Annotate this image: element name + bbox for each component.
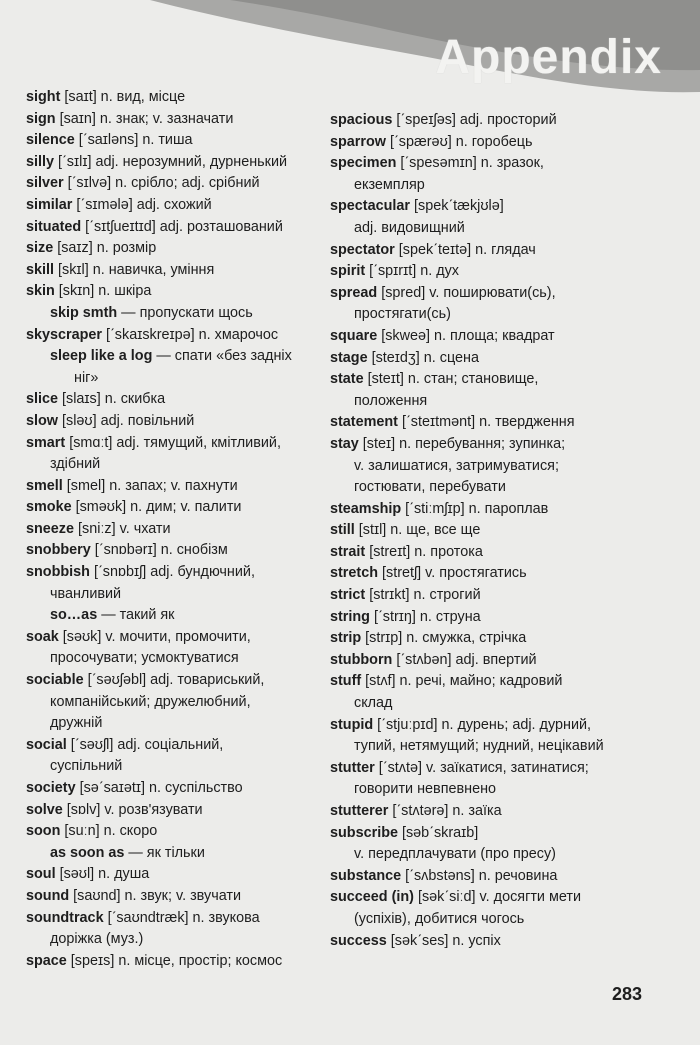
entry-headword: size (26, 240, 54, 257)
entry-headword: so…as (50, 607, 98, 624)
entry-definition: [ˊspɪrɪt] n. дух (365, 263, 459, 280)
entry-definition: [saʊnd] n. звук; v. звучати (69, 887, 242, 904)
entry-headword: spectacular (330, 198, 410, 215)
dictionary-entry (330, 628, 630, 650)
entry-definition: [ˊsəʊʃəbl] adj. товариський, (83, 672, 265, 689)
dictionary-entry (26, 281, 316, 303)
entry-definition: [skɪl] n. навичка, уміння (54, 261, 215, 278)
entry-definition: [ˊstʌtə] v. заїкатися, затинатися; (374, 759, 589, 776)
entry-headword: string (330, 608, 370, 625)
entry-headword: strip (330, 630, 362, 647)
entry-headword: soak (26, 628, 59, 645)
entry-definition: [strɪkt] n. строгий (365, 587, 481, 604)
dictionary-entry (26, 605, 316, 627)
entry-definition: [səkˊsiːd] v. досягти мети (413, 889, 581, 906)
entry-definition: [ˊskaɪskreɪpə] n. хмарочос (102, 326, 279, 343)
entry-definition: [saɪt] n. вид, місце (60, 89, 186, 105)
entry-definition: — як тільки (124, 844, 205, 861)
dictionary-entry (26, 864, 316, 886)
dictionary-entry (330, 434, 630, 499)
entry-definition: [səkˊses] n. успіх (386, 932, 501, 949)
dictionary-entry (330, 348, 630, 370)
dictionary-entry (26, 109, 316, 131)
entry-headword: succeed (in) (330, 889, 414, 906)
dictionary-entry (330, 866, 630, 888)
entry-headword: substance (330, 867, 402, 884)
dictionary-entry (330, 607, 630, 629)
entry-continuation: простягати(сь) (354, 306, 451, 323)
entry-definition: [ˊspærəʊ] n. горобець (385, 133, 533, 150)
dictionary-entry (330, 261, 630, 283)
entry-continuation: дружній (50, 715, 103, 732)
entry-definition: [ˊstrɪŋ] n. струна (369, 608, 481, 625)
left-column (26, 87, 316, 972)
entry-headword: sneeze (26, 520, 74, 537)
entry-continuation: просочувати; усмоктуватися (50, 650, 239, 667)
dictionary-entry (330, 196, 630, 239)
entry-headword: skill (26, 261, 55, 278)
dictionary-entry (330, 326, 630, 348)
entry-headword: silver (26, 175, 64, 192)
entry-headword: situated (26, 218, 82, 235)
dictionary-entry (26, 130, 316, 152)
dictionary-entry (26, 800, 316, 822)
entry-headword: society (26, 780, 76, 796)
dictionary-entry (26, 173, 316, 195)
entry-definition: [ˊsɪlvə] n. срібло; adj. срібний (63, 175, 260, 192)
dictionary-entry (26, 670, 316, 735)
entry-headword: sleep like a log (50, 348, 153, 365)
entry-headword: success (330, 932, 387, 949)
dictionary-entry (26, 476, 316, 498)
dictionary-entry (26, 778, 316, 800)
entry-headword: stubborn (330, 651, 393, 668)
entry-definition: [ˊstiːmʃɪp] n. пароплав (401, 500, 549, 517)
dictionary-entry (330, 283, 630, 326)
entry-definition: [sləʊ] adj. повільний (58, 412, 195, 429)
entry-headword: soundtrack (26, 909, 104, 926)
entry-definition: [suːn] n. скоро (60, 823, 158, 840)
entry-continuation: (успіхів), добитися чогось (354, 910, 525, 927)
entry-definition: [slaɪs] n. скибка (58, 391, 166, 408)
entry-definition: [ˊsəʊʃl] adj. соціальний, (66, 736, 224, 753)
entry-definition: [ˊspeɪʃəs] adj. просторий (392, 112, 557, 128)
entry-headword: strict (330, 587, 366, 604)
dictionary-entry (330, 240, 630, 262)
dictionary-entry (330, 801, 630, 823)
entry-continuation: ніг» (74, 369, 99, 386)
entry-headword: solve (26, 801, 63, 818)
entry-definition: [steɪdʒ] n. сцена (367, 349, 479, 366)
entry-headword: sight (26, 89, 61, 105)
entry-headword: stupid (330, 716, 374, 733)
entry-headword: soul (26, 866, 56, 883)
entry-continuation: v. передплачувати (про пресу) (354, 846, 556, 863)
entry-definition: [smel] n. запах; v. пахнути (62, 477, 238, 494)
dictionary-entry (26, 152, 316, 174)
dictionary-entry (330, 823, 630, 866)
entry-headword: space (26, 952, 67, 969)
entry-definition: [səˊsaɪətɪ] n. суспільство (75, 780, 243, 796)
entry-headword: spread (330, 284, 378, 301)
entry-definition: [ˊspesəmɪn] n. зразок, (396, 155, 544, 172)
dictionary-entry (26, 908, 316, 951)
entry-headword: spirit (330, 263, 366, 280)
entry-continuation: доріжка (муз.) (50, 931, 144, 948)
entry-headword: stay (330, 435, 359, 452)
dictionary-entry (330, 715, 630, 758)
entry-definition: [ˊsʌbstəns] n. речовина (401, 867, 558, 884)
entry-headword: snobbish (26, 564, 90, 581)
entry-definition: [spekˊteɪtə] n. глядач (394, 241, 536, 258)
entry-headword: square (330, 327, 378, 344)
dictionary-entry (26, 886, 316, 908)
right-column (330, 110, 630, 952)
entry-definition: [steɪt] n. стан; становище, (363, 371, 539, 388)
entry-definition: [ˊstʌtərə] n. заїка (388, 803, 502, 819)
dictionary-entry (26, 238, 316, 260)
entry-headword: stretch (330, 565, 378, 582)
appendix-title: Appendix (435, 31, 662, 84)
entry-continuation: adj. видовищний (354, 219, 465, 236)
dictionary-entry (330, 542, 630, 564)
entry-definition: [spekˊtækjʊlə] (410, 198, 504, 215)
entry-headword: sparrow (330, 133, 386, 150)
dictionary-entry (26, 951, 316, 973)
entry-definition: [strɪp] n. смужка, стрічка (361, 630, 527, 647)
entry-headword: similar (26, 196, 73, 213)
entry-definition: [streɪt] n. протока (365, 543, 483, 560)
entry-definition: [skweə] n. площа; квадрат (377, 327, 555, 344)
entry-definition: [səʊk] v. мочити, промочити, (58, 628, 251, 645)
entry-headword: smell (26, 477, 63, 494)
entry-definition: [səʊl] n. душа (55, 866, 150, 883)
entry-definition: [smɑːt] adj. тямущий, кмітливий, (65, 434, 281, 451)
entry-definition: — спати «без задніх (152, 348, 292, 365)
entry-definition: [stɪl] n. ще, все ще (354, 522, 481, 539)
entry-continuation: склад (354, 695, 393, 712)
entry-headword: soon (26, 823, 61, 840)
dictionary-entry (26, 735, 316, 778)
entry-headword: sign (26, 110, 56, 127)
entry-continuation: чванливий (50, 585, 122, 602)
entry-headword: still (330, 522, 355, 539)
dictionary-entry (26, 260, 316, 282)
entry-definition: [ˊsaʊndtræk] n. звукова (103, 909, 260, 926)
dictionary-entry (330, 563, 630, 585)
dictionary-entry (330, 499, 630, 521)
dictionary-entry (26, 303, 316, 325)
entry-definition: [ˊsnɒbɪʃ] adj. бундючний, (89, 564, 255, 581)
entry-definition: [stʌf] n. речі, майно; кадровий (361, 673, 563, 690)
dictionary-entry (26, 497, 316, 519)
dictionary-entry (330, 887, 630, 930)
entry-headword: spectator (330, 241, 395, 258)
dictionary-entry (330, 585, 630, 607)
dictionary-entry (330, 650, 630, 672)
dictionary-entry (330, 671, 630, 714)
entry-headword: spacious (330, 112, 393, 128)
entry-headword: state (330, 371, 364, 388)
dictionary-entry (330, 412, 630, 434)
dictionary-entry (26, 843, 316, 865)
dictionary-entry (26, 346, 316, 389)
entry-definition: [stretʃ] v. простягатись (378, 565, 527, 582)
entry-headword: specimen (330, 155, 397, 172)
entry-headword: statement (330, 414, 398, 431)
entry-headword: slice (26, 391, 59, 408)
entry-headword: sound (26, 887, 70, 904)
entry-continuation: тупий, нетямущий; нудний, нецікавий (354, 738, 604, 755)
entry-headword: smart (26, 434, 66, 451)
dictionary-entry (26, 325, 316, 347)
dictionary-entry (330, 369, 630, 412)
entry-headword: stutterer (330, 803, 389, 819)
entry-headword: strait (330, 543, 366, 560)
entry-definition: [ˊstjuːpɪd] n. дурень; adj. дурний, (373, 716, 592, 733)
entry-definition: [ˊsnɒbərɪ] n. снобізм (90, 542, 228, 559)
entry-definition: [speɪs] n. місце, простір; космос (66, 952, 283, 969)
entry-definition: [skɪn] n. шкіра (54, 283, 152, 300)
entry-definition: [ˊsaɪləns] n. тиша (74, 132, 193, 149)
dictionary-entry (26, 433, 316, 476)
entry-headword: silly (26, 153, 55, 170)
dictionary-entry (26, 562, 316, 605)
dictionary-entry (26, 627, 316, 670)
dictionary-entry (26, 519, 316, 541)
entry-definition: — такий як (97, 607, 175, 624)
entry-definition: [sməʊk] n. дим; v. палити (71, 499, 242, 516)
entry-headword: snobbery (26, 542, 91, 559)
dictionary-entry (26, 217, 316, 239)
entry-definition: [ˊsɪtʃueɪtɪd] adj. розташований (81, 218, 283, 235)
dictionary-entry (330, 931, 630, 953)
entry-definition: [saɪz] n. розмір (53, 240, 157, 257)
entry-definition: [ˊsteɪtmənt] n. твердження (397, 414, 575, 431)
entry-definition: [sɒlv] v. розв'язувати (62, 801, 203, 818)
entry-headword: steamship (330, 500, 402, 517)
entry-definition: [spred] v. поширювати(сь), (377, 284, 556, 301)
entry-continuation: суспільний (50, 758, 123, 775)
entry-continuation: екземпляр (354, 176, 425, 193)
dictionary-entry (26, 87, 316, 109)
entry-continuation: гостювати, перебувати (354, 479, 506, 496)
entry-definition: [saɪn] n. знак; v. зазначати (55, 110, 234, 127)
entry-definition: [ˊsɪmələ] adj. схожий (72, 196, 212, 213)
dictionary-entry (26, 195, 316, 217)
entry-headword: silence (26, 132, 75, 149)
entry-definition: [səbˊskraɪb] (397, 824, 479, 841)
entry-headword: social (26, 736, 67, 753)
entry-headword: stuff (330, 673, 362, 690)
entry-headword: smoke (26, 499, 72, 516)
entry-definition: [steɪ] n. перебування; зупинка; (358, 435, 566, 452)
entry-headword: skin (26, 283, 55, 300)
entry-continuation: здібний (50, 456, 101, 473)
entry-headword: skip smth (50, 304, 118, 321)
entry-headword: sociable (26, 672, 84, 689)
entry-continuation: v. залишатися, затримуватися; (354, 457, 559, 474)
entry-continuation: компанійський; дружелюбний, (50, 693, 251, 710)
entry-headword: skyscraper (26, 326, 103, 343)
dictionary-entry (26, 821, 316, 843)
entry-headword: stage (330, 349, 368, 366)
entry-headword: stutter (330, 759, 375, 776)
page-number: 283 (612, 984, 643, 1004)
entry-definition: [ˊsɪlɪ] adj. нерозумний, дурненький (54, 153, 288, 170)
entry-headword: as soon as (50, 844, 125, 861)
entry-definition: — пропускати щось (117, 304, 253, 321)
dictionary-entry (26, 411, 316, 433)
entry-headword: slow (26, 412, 58, 429)
entry-continuation: говорити невпевнено (354, 781, 497, 798)
entry-definition: [sniːz] v. чхати (74, 520, 171, 537)
dictionary-entry (330, 153, 630, 196)
entry-definition: [ˊstʌbən] adj. впертий (392, 651, 537, 668)
dictionary-entry (330, 758, 630, 801)
dictionary-entry (330, 132, 630, 154)
entry-headword: subscribe (330, 824, 398, 841)
dictionary-entry (26, 389, 316, 411)
dictionary-entry (26, 540, 316, 562)
dictionary-entry (330, 520, 630, 542)
dictionary-entry (330, 110, 630, 132)
entry-continuation: положення (354, 392, 428, 409)
